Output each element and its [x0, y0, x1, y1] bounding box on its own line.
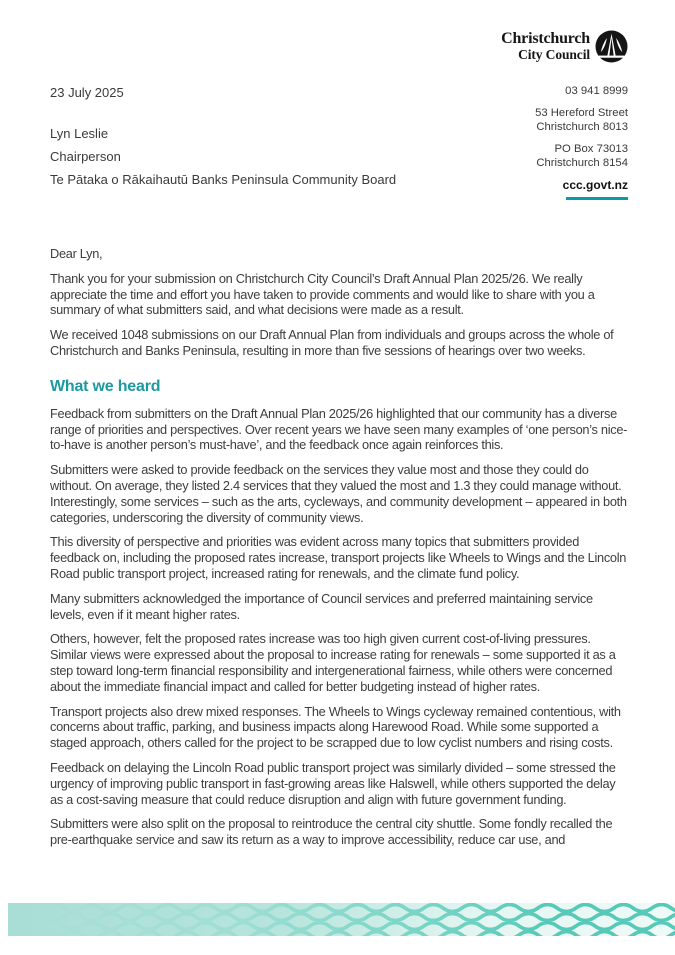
po-box-line: Christchurch 8154: [536, 157, 628, 169]
contact-block: [535, 84, 628, 200]
contact-phone: 03 941 8999: [565, 85, 628, 97]
recipient-role: Chairperson: [50, 149, 121, 164]
letter-date: 23 July 2025: [50, 85, 124, 100]
letter-paragraph: Others, however, felt the proposed rates increase was too high given current cost-of-living pressures. Similar views were expressed about the proposal to increase rating for renewals – some supported it as a step toward long-term financial responsibility and intergenerational fairness, while others were concerned about the immediate financial impact and called for better budgeting instead of higher rates.: [50, 631, 616, 694]
letter-paragraph: Thank you for your submission on Christchurch City Council’s Draft Annual Plan 2025/26. We really appreciate the time and effort you have taken to provide comments and would like to share with you a summary of what submitters said, and what decisions were made as a result.: [50, 270, 595, 318]
logo-line-2: City Council: [518, 46, 590, 62]
letter-paragraph: Feedback from submitters on the Draft Annual Plan 2025/26 highlighted that our community has a diverse range of priorities and perspectives. Over recent years we have seen many examples of ‘one person’s nice-to-have is another person’s must-have’, and the feedback once again reinforces this.: [50, 405, 628, 453]
address-line: Christchurch 8013: [536, 121, 628, 133]
website-underline: [566, 197, 628, 200]
letter-paragraph: Submitters were asked to provide feedback on the services they value most and those they could do without. On average, they listed 2.4 services that they valued the most and 1.3 they could manage without. Interestingly, some services – such as the arts, cycleways, and community development – appeared in both categories, underscoring the diversity of community views.: [50, 462, 627, 525]
ccc-logo: [501, 30, 628, 63]
website-link[interactable]: ccc.govt.nz: [562, 178, 628, 192]
letter-paragraph: We received 1048 submissions on our Draft Annual Plan from individuals and groups across the whole of Christchurch and Banks Peninsula, resulting in more than five sessions of hearings over two weeks.: [50, 327, 614, 358]
letter-paragraph: This diversity of perspective and priorities was evident across many topics that submitters provided feedback on, including the proposed rates increase, transport projects like Wheels to Wings and the Lincoln Road public transport project, increased rating for renewals, and the climate fund policy.: [50, 534, 627, 581]
contact-po-box: [535, 142, 628, 170]
letter-paragraph: Dear Lyn,: [50, 246, 103, 261]
letter-paragraph: Feedback on delaying the Lincoln Road public transport project was similarly divided – some stressed the urgency of improving public transport in fast-growing areas like Halswell, while others supported the delay as a cost-saving measure that could reduce disruption and align with future government funding.: [50, 759, 616, 807]
letter-paragraph: Submitters were also split on the proposal to reintroduce the central city shuttle. Some fondly recalled the pre-earthquake service and saw its return as a way to improve accessibility, reduce car use, and: [50, 816, 613, 848]
header-right: [501, 30, 628, 200]
ccc-logo-wordmark: [501, 31, 590, 61]
recipient-block: [50, 127, 396, 187]
letter-paragraph: Transport projects also drew mixed responses. The Wheels to Wings cycleway remained contentious, with concerns about traffic, parking, and business impacts along Harewood Road. While some supported a staged approach, others called for the project to be scrapped due to low cyclist numbers and rising costs.: [50, 703, 621, 751]
letter-header: [0, 0, 675, 200]
footer-wave-band: [8, 903, 675, 936]
letter-paragraph: Many submitters acknowledged the importance of Council services and preferred maintaining service levels, even if it meant higher rates.: [50, 590, 593, 622]
recipient-name: Lyn Leslie: [50, 126, 109, 141]
ccc-crest-icon: [595, 30, 628, 63]
wave-pattern-icon: [8, 903, 675, 936]
logo-line-1: Christchurch: [501, 30, 590, 48]
po-box-line: PO Box 73013: [554, 143, 628, 155]
address-line: 53 Hereford Street: [535, 107, 628, 119]
section-heading: What we heard: [50, 377, 161, 395]
letter-body: [0, 246, 675, 848]
date-and-recipient: [50, 30, 396, 196]
recipient-organisation: Te Pātaka o Rākaihautū Banks Peninsula Community Board: [50, 172, 397, 187]
contact-street-address: [535, 106, 628, 134]
